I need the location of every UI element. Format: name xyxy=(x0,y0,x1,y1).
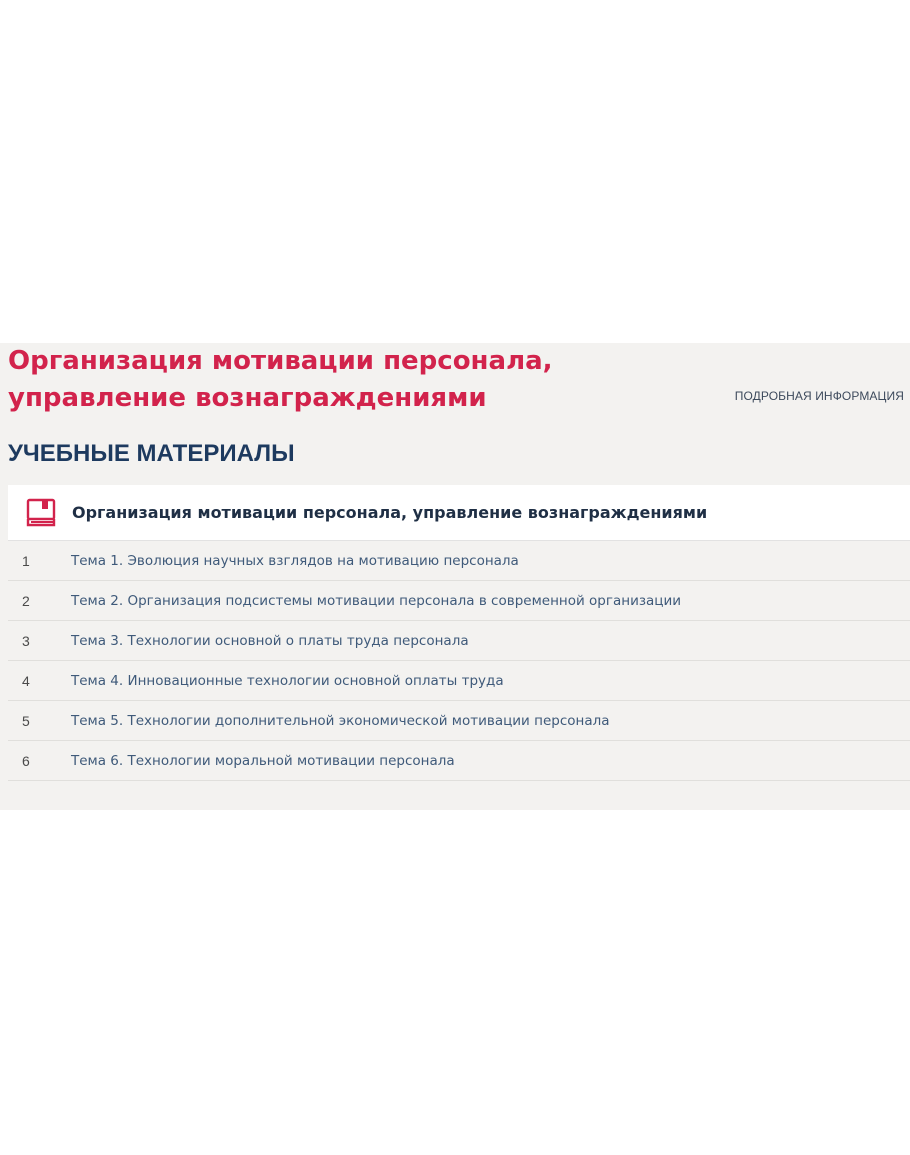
topic-link[interactable]: Тема 6. Технологии моральной мотивации персонала xyxy=(71,752,455,769)
topic-row[interactable] xyxy=(8,581,910,621)
topic-link[interactable]: Тема 2. Организация подсистемы мотивации персонала в современной организации xyxy=(71,592,682,609)
topic-row[interactable] xyxy=(8,621,910,661)
topic-row[interactable] xyxy=(8,741,910,781)
course-panel xyxy=(0,343,910,810)
topic-link[interactable]: Тема 4. Инновационные технологии основной оплаты труда xyxy=(71,672,504,689)
course-title: Организация мотивации персонала, управление вознаграждениями xyxy=(8,346,553,413)
topic-number: 1 xyxy=(22,552,30,569)
topic-row[interactable] xyxy=(8,701,910,741)
topic-link[interactable]: Тема 5. Технологии дополнительной экономической мотивации персонала xyxy=(71,712,610,729)
topic-row[interactable] xyxy=(8,661,910,701)
topic-row[interactable] xyxy=(8,541,910,581)
topics-list xyxy=(8,541,910,781)
topic-link[interactable]: Тема 1. Эволюция научных взглядов на мотивацию персонала xyxy=(71,552,519,569)
topic-number: 4 xyxy=(22,672,30,689)
details-link[interactable]: ПОДРОБНАЯ ИНФОРМАЦИЯ xyxy=(734,389,904,403)
topic-number: 3 xyxy=(22,632,30,649)
materials-header[interactable] xyxy=(8,485,910,541)
section-heading: УЧЕБНЫЕ МАТЕРИАЛЫ xyxy=(8,440,295,467)
topic-number: 6 xyxy=(22,752,30,769)
materials-title: Организация мотивации персонала, управление вознаграждениями xyxy=(72,503,708,522)
topic-link[interactable]: Тема 3. Технологии основной о платы труда персонала xyxy=(71,632,469,649)
topic-number: 2 xyxy=(22,592,30,609)
topic-number: 5 xyxy=(22,712,30,729)
book-icon xyxy=(24,496,58,530)
